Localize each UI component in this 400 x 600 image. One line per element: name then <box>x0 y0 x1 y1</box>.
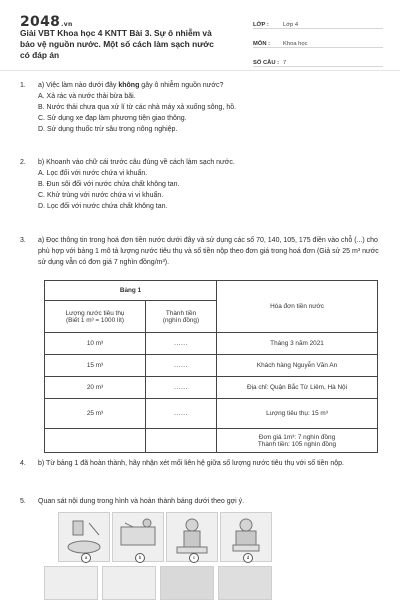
table-row <box>45 429 378 453</box>
figure-label: c <box>189 553 199 563</box>
invoice-address: Địa chỉ: Quận Bắc Từ Liêm, Hà Nội <box>217 377 378 399</box>
money-blank[interactable]: ...... <box>146 399 217 429</box>
money-blank[interactable]: ...... <box>146 377 217 399</box>
meta-value: Lớp 4 <box>283 22 299 28</box>
logo-suffix: .vn <box>61 21 73 28</box>
answer-option[interactable]: C. Sử dụng xe đạp làm phương tiện giao thông. <box>38 115 187 122</box>
question-number: 5. <box>20 498 26 505</box>
answer-option[interactable]: B. Đun sôi đối với nước chứa chất không tan. <box>38 181 180 188</box>
illustration-reading <box>220 512 272 562</box>
header-line: Thành tiền <box>165 309 197 317</box>
illustration-tap <box>112 512 164 562</box>
amount-cell: 15 m³ <box>45 355 146 377</box>
stem-text: gây ô nhiễm nguồn nước? <box>139 82 224 89</box>
invoice-usage-cell <box>217 399 378 429</box>
stem-emphasis: không <box>118 82 140 89</box>
invoice-total: Thành tiền: 105 nghìn đồng <box>257 440 337 448</box>
illustration-washing <box>58 512 110 562</box>
invoice-price-cell <box>217 429 378 453</box>
column-header-amount <box>45 301 146 333</box>
money-blank[interactable]: ...... <box>146 355 217 377</box>
invoice-customer: Khách hàng Nguyễn Văn An <box>217 355 378 377</box>
invoice-title: Hóa đơn tiền nước <box>217 281 378 333</box>
answer-option[interactable]: C. Khử trùng với nước chứa vi vi khuẩn. <box>38 192 164 199</box>
amount-cell: 25 m³ <box>45 399 146 429</box>
question-stem: a) Đọc thông tin trong hoá đơn tiền nước dưới đây và sử dụng các số 70, 140, 105, 175 điền vào chỗ (...) cho phù hợp với bảng 1 mô tả lượng nước tiêu thụ và số tiền nộp theo đơn giá trong hoá đơn (Giả sử 25 m³ nước sử dụng vẫn có đơn giá 7 nghìn đồng/m³). <box>38 237 379 266</box>
table-row <box>45 399 378 429</box>
answer-option[interactable]: D. Lọc đối với nước chứa chất không tan. <box>38 203 168 210</box>
figure-label: a <box>81 553 91 563</box>
stem-text: a) Việc làm nào dưới đây <box>38 82 119 89</box>
meta-label: SỐ CÂU : <box>253 60 280 66</box>
table-row <box>45 355 378 377</box>
invoice-month: Tháng 3 năm 2021 <box>217 333 378 355</box>
header-divider <box>0 70 400 71</box>
question-number: 4. <box>20 460 26 467</box>
table-row <box>45 377 378 399</box>
water-bill-table <box>44 280 378 453</box>
meta-value: 7 <box>283 60 287 66</box>
question-number: 1. <box>20 82 26 89</box>
answer-option[interactable]: B. Nước thải chưa qua xử lí từ các nhà máy xả xuống sông, hồ. <box>38 104 237 111</box>
empty-cell <box>146 429 217 453</box>
invoice-usage: Lượng tiêu thụ: 15 m³ <box>266 410 328 417</box>
answer-option[interactable]: A. Xả rác và nước thải bừa bãi. <box>38 93 136 100</box>
table-title: Bảng 1 <box>45 281 217 301</box>
column-header-money <box>146 301 217 333</box>
invoice-price: Đơn giá 1m³: 7 nghìn đồng <box>258 433 336 441</box>
header-line: (nghìn đồng) <box>162 316 200 324</box>
illustration-trees <box>160 566 214 600</box>
page-header <box>0 0 400 66</box>
answer-option[interactable]: D. Sử dụng thuốc trừ sâu trong nông nghiệp. <box>38 126 178 133</box>
illustration-forest <box>218 566 272 600</box>
illustration-woman <box>102 566 156 600</box>
question-stem: b) Từ bảng 1 đã hoàn thành, hãy nhận xét mối liên hệ giữa số lượng nước tiêu thụ với số tiền nộp. <box>38 460 344 467</box>
logo-text: 2048 <box>20 14 61 30</box>
answer-option[interactable]: A. Lọc đối với nước chứa vi khuẩn. <box>38 170 148 177</box>
meta-label: MÔN : <box>253 41 271 47</box>
question-number: 3. <box>20 237 26 244</box>
figure-label: d <box>243 553 253 563</box>
illustration-people <box>44 566 98 600</box>
empty-cell <box>45 429 146 453</box>
meta-label: LỚP : <box>253 22 269 28</box>
header-line: (Biết 1 m³ = 1000 lít) <box>65 316 125 324</box>
meta-row-grade <box>253 12 383 29</box>
meta-value: Khoa học <box>283 41 308 47</box>
meta-row-count <box>253 50 383 67</box>
figure-label: b <box>135 553 145 563</box>
question-number: 2. <box>20 159 26 166</box>
amount-cell: 20 m³ <box>45 377 146 399</box>
money-blank[interactable]: ...... <box>146 333 217 355</box>
question-stem: b) Khoanh vào chữ cái trước câu đúng về cách làm sạch nước. <box>38 159 235 166</box>
meta-row-subject <box>253 31 383 48</box>
illustration-child <box>166 512 218 562</box>
document-title: Giải VBT Khoa học 4 KNTT Bài 3. Sự ô nhiễm và bảo vệ nguồn nước. Một số cách làm sạch nước có đáp án <box>20 28 214 60</box>
header-line: Lượng nước tiêu thụ <box>65 309 125 317</box>
meta-info <box>253 12 383 69</box>
table-row <box>45 333 378 355</box>
question-stem: Quan sát nội dung trong hình và hoàn thành bảng dưới theo gợi ý. <box>38 498 245 505</box>
amount-cell: 10 m³ <box>45 333 146 355</box>
question-stem <box>38 80 380 91</box>
